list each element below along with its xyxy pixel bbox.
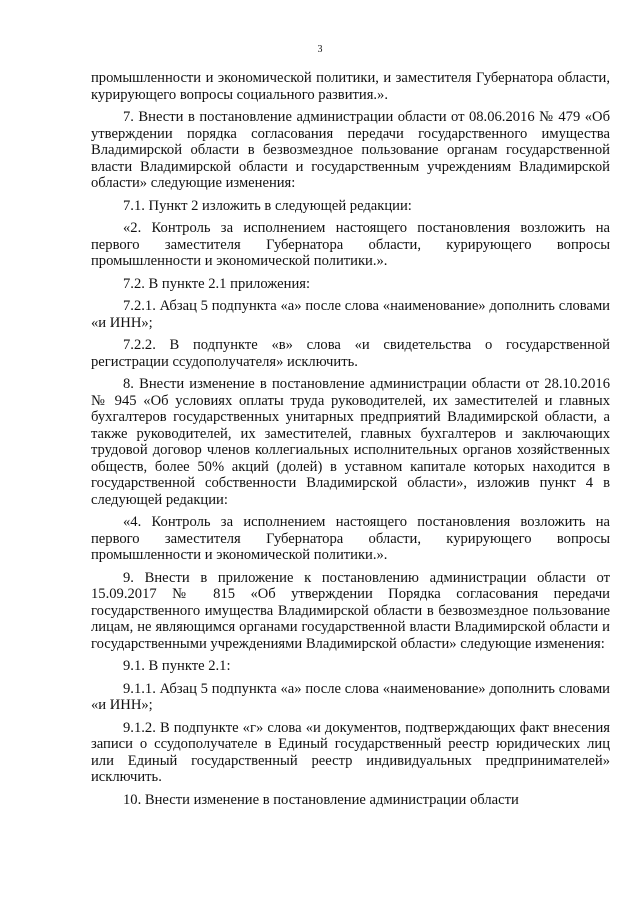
page-number: 3 [317,44,323,55]
paragraph-quote-4: «4. Контроль за исполнением настоящего постановления возложить на первого заместителя Губернатора области, курирующего вопросы промышленности и экономической политики.». [91,514,610,563]
paragraph-item-10: 10. Внести изменение в постановление администрации области [123,791,519,808]
paragraph-item-9: 9. Внести в приложение к постановлению администрации области от 15.09.2017 № 815 «Об утверждении Порядка согласования передачи государственного имущества Владимирской области в безвозмездное пользование лицам, не являющимся органами государственной власти Владимирской области и государственными учреждениями Владимирской области» следующие изменения: [91,569,610,652]
document-body [91,70,610,815]
paragraph-item-7-2-1: 7.2.1. Абзац 5 подпункта «а» после слова «наименование» дополнить словами «и ИНН»; [91,298,610,331]
paragraph-item-9-1: 9.1. В пункте 2.1: [123,658,231,674]
paragraph-item-7-1: 7.1. Пункт 2 изложить в следующей редакции: [123,197,412,214]
paragraph-item-7: 7. Внести в постановление администрации области от 08.06.2016 № 479 «Об утверждении порядка согласования передачи государственного имущества Владимирской области в безвозмездное пользование органам государственной власти Владимирской области и государственным учреждениям Владимирской области» следующие изменения: [91,109,610,191]
paragraph-quote-2: «2. Контроль за исполнением настоящего постановления возложить на первого заместителя Губернатора области, курирующего вопросы промышленности и экономической политики.». [91,220,610,269]
paragraph-item-7-2: 7.2. В пункте 2.1 приложения: [123,275,311,292]
paragraph-item-8: 8. Внести изменение в постановление администрации области от 28.10.2016 № 945 «Об условиях оплаты труда руководителей, их заместителей и главных бухгалтеров государственных унитарных предприятий Владимирской области, а также руководителей, их заместителей, главных бухгалтеров и заключающих трудовой договор членов коллегиальных исполнительных органов хозяйственных обществ, более 50% акций (долей) в уставном капитале которых находится в государственной собственности Владимирской области», изложив пункт 4 в следующей редакции: [91,376,610,508]
paragraph-item-9-1-1: 9.1.1. Абзац 5 подпункта «а» после слова «наименование» дополнить словами «и ИНН»; [91,680,610,713]
paragraph-continuation: промышленности и экономической политики, и заместителя Губернатора области, курирующего вопросы социального развития.». [91,70,610,103]
paragraph-item-9-1-2: 9.1.2. В подпункте «г» слова «и документов, подтверждающих факт внесения записи о ссудополучателе в Единый государственный реестр юридических лиц или Единый государственный реестр индивидуальных предпринимателей» исключить. [91,719,610,785]
paragraph-item-7-2-2: 7.2.2. В подпункте «в» слова «и свидетельства о государственной регистрации ссудополучателя» исключить. [91,337,610,370]
